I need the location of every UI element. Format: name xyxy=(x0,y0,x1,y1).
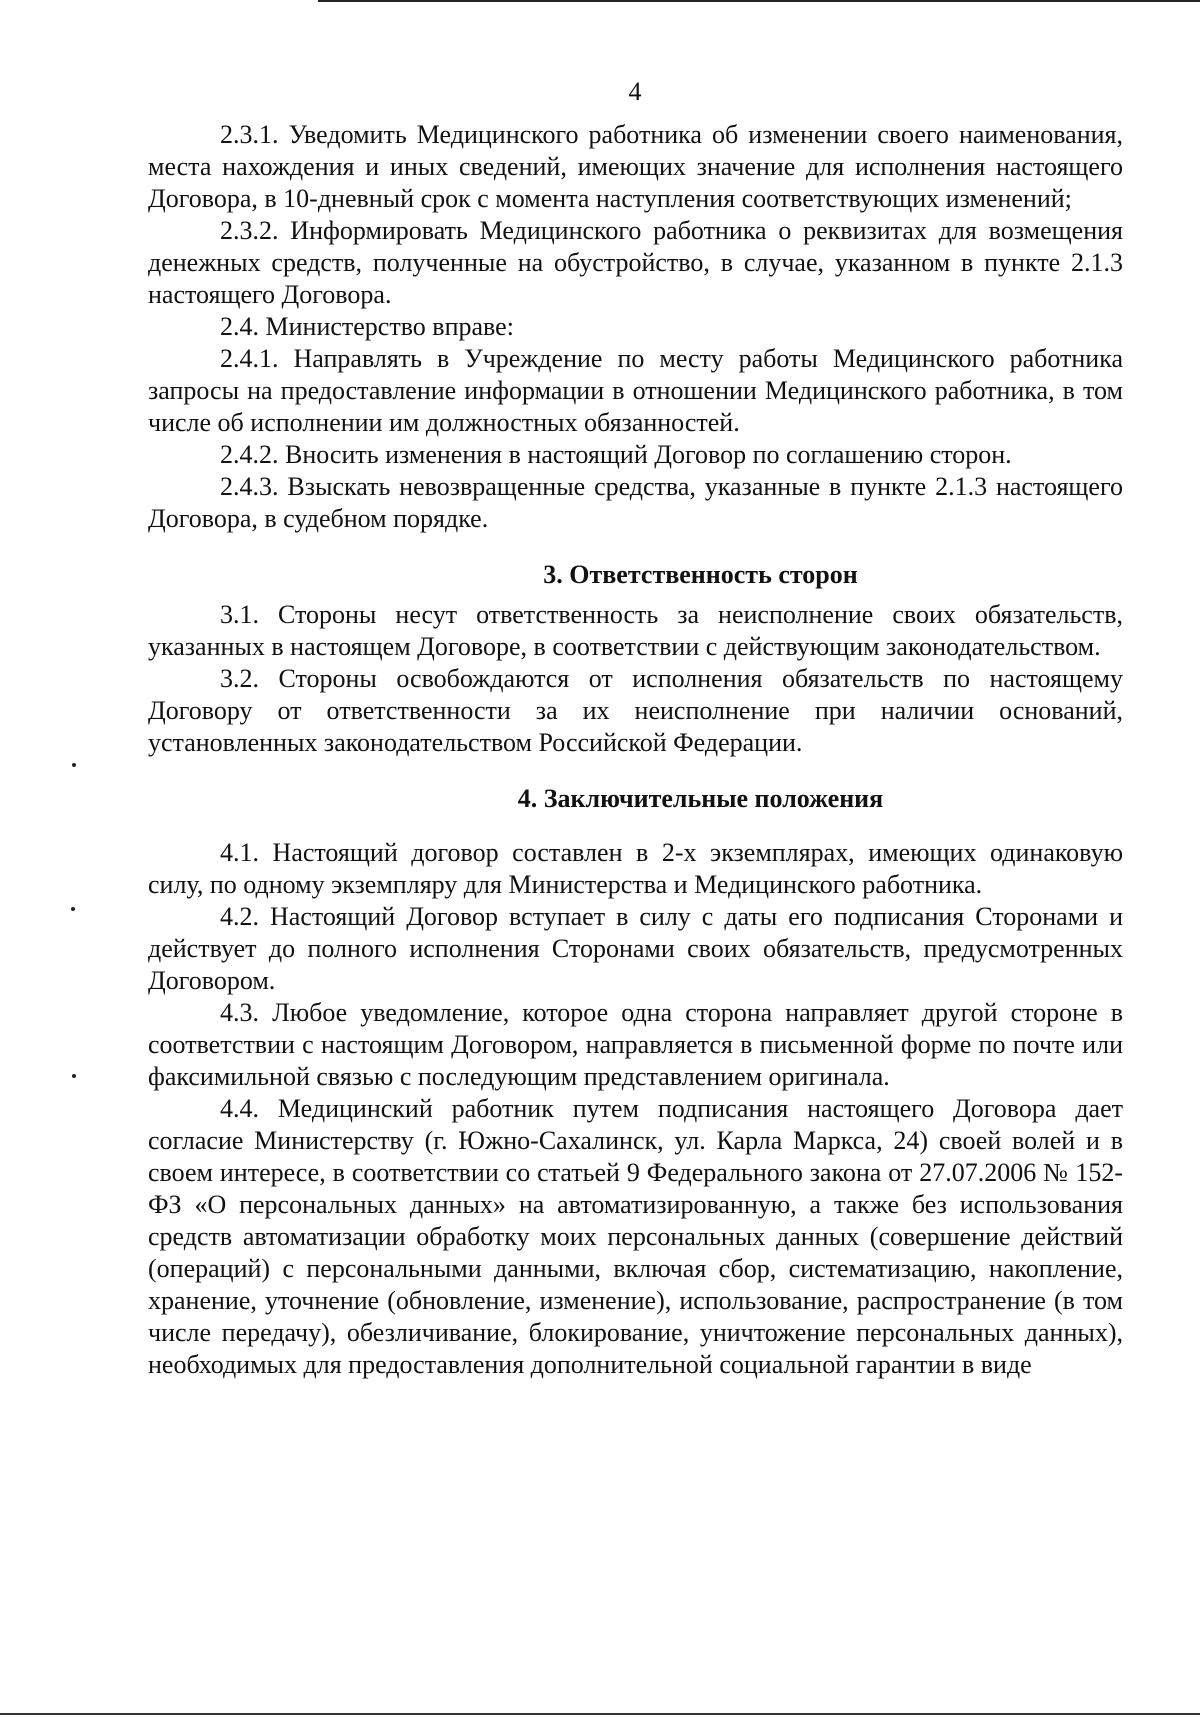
clause-2-4: 2.4. Министерство вправе: xyxy=(220,312,514,341)
clause-2-4-3: 2.4.3. Взыскать невозвращенные средства, указанные в пункте 2.1.3 настоящего Договора, в судебном порядке. xyxy=(148,472,1123,533)
scan-edge-top xyxy=(318,0,1200,2)
page-number: 4 xyxy=(628,77,642,106)
clause-4-3: 4.3. Любое уведомление, которое одна сторона направляет другой стороне в соответствии с настоящим Договором, направляется в письменной форме по почте или факсимильной связью с последующим представлением оригинала. xyxy=(148,998,1123,1091)
scan-edge-bottom xyxy=(0,1713,1200,1715)
clause-2-4-1: 2.4.1. Направлять в Учреждение по месту работы Медицинского работника запросы на предоставление информации в отношении Медицинского работника, в том числе об исполнении им должностных обязанностей. xyxy=(148,344,1123,437)
clause-2-4-2: 2.4.2. Вносить изменения в настоящий Договор по соглашению сторон. xyxy=(220,440,1012,469)
clause-2-3-2: 2.3.2. Информировать Медицинского работника о реквизитах для возмещения денежных средств, полученные на обустройство, в случае, указанном в пункте 2.1.3 настоящего Договора. xyxy=(148,216,1123,309)
clause-4-2: 4.2. Настоящий Договор вступает в силу с даты его подписания Сторонами и действует до полного исполнения Сторонами своих обязательств, предусмотренных Договором. xyxy=(148,902,1123,995)
scan-speck xyxy=(72,763,76,767)
clause-4-1: 4.1. Настоящий договор составлен в 2-х экземплярах, имеющих одинаковую силу, по одному экземпляру для Министерства и Медицинского работника. xyxy=(148,838,1123,899)
clause-4-4: 4.4. Медицинский работник путем подписания настоящего Договора дает согласие Министерству (г. Южно-Сахалинск, ул. Карла Маркса, 24) своей волей и в своем интересе, в соответствии со статьей 9 Федерального закона от 27.07.2006 № 152-ФЗ «О персональных данных» на автоматизированную, а также без использования средств автоматизации обработку моих персональных данных (совершение действий (операций) с персональными данными, включая сбор, систематизацию, накопление, хранение, уточнение (обновление, изменение), использование, распространение (в том числе передачу), обезличивание, блокирование, уничтожение персональных данных), необходимых для предоставления дополнительной социальной гарантии в виде xyxy=(148,1094,1123,1379)
scan-speck xyxy=(72,1074,76,1078)
section-heading-4: 4. Заключительные положения xyxy=(517,784,884,813)
clause-2-3-1: 2.3.1. Уведомить Медицинского работника об изменении своего наименования, места нахождения и иных сведений, имеющих значение для исполнения настоящего Договора, в 10-дневный срок с момента наступления соответствующих изменений; xyxy=(148,120,1123,213)
clause-3-1: 3.1. Стороны несут ответственность за неисполнение своих обязательств, указанных в настоящем Договоре, в соответствии с действующим законодательством. xyxy=(148,600,1123,661)
scan-speck xyxy=(71,907,75,911)
clause-3-2: 3.2. Стороны освобождаются от исполнения обязательств по настоящему Договору от ответственности за их неисполнение при наличии оснований, установленных законодательством Российской Федерации. xyxy=(148,664,1123,757)
document-body xyxy=(148,119,1123,1381)
section-heading-3: 3. Ответственность сторон xyxy=(543,560,858,589)
